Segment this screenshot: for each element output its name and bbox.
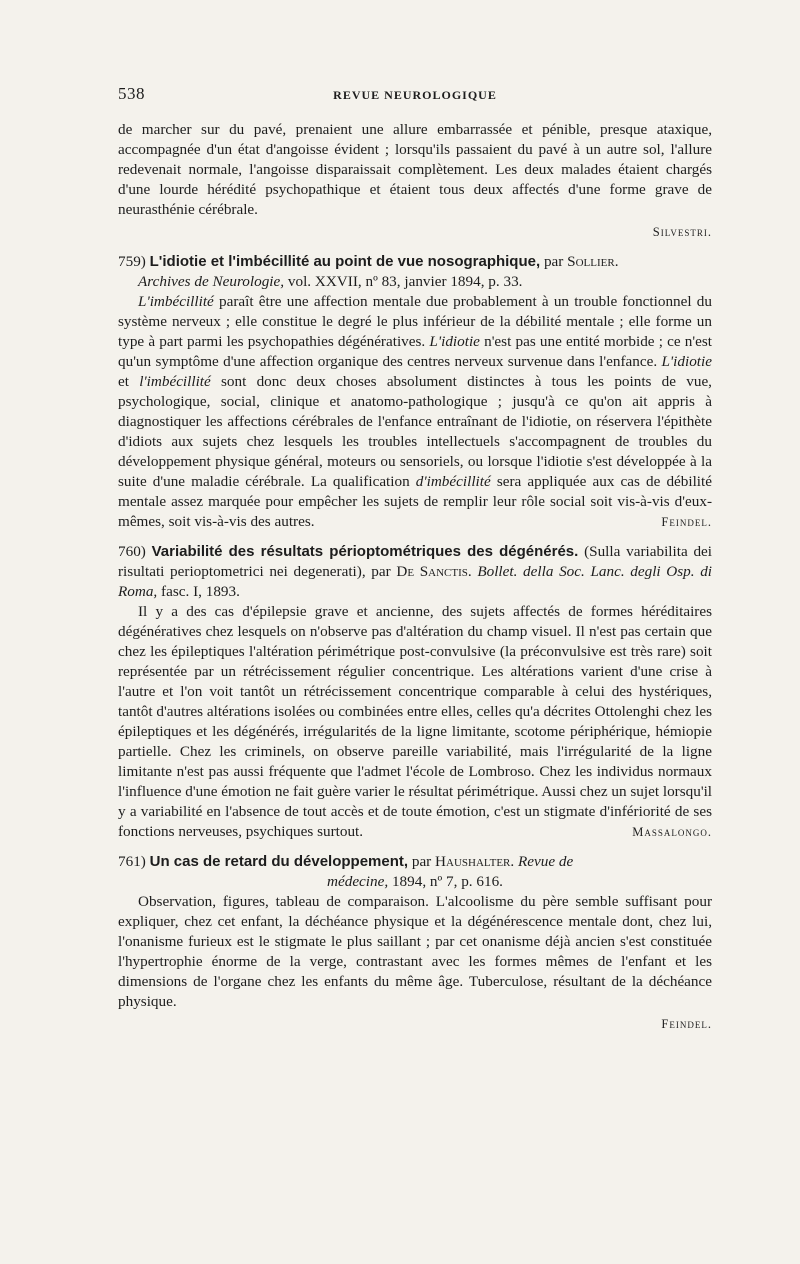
body-emphasis: l'imbécillité (139, 373, 211, 390)
body-text: sera appliquée aux cas de débilité mentale assez marquée pour empêcher les sujets de remplir leur rôle social soit vis-à-vis d'eux-mêmes, soit vis-à-vis des autres. (118, 473, 712, 530)
entry-number: 759) (118, 253, 146, 270)
signature-feindel: Feindel. (661, 515, 712, 529)
carryover-paragraph: de marcher sur du pavé, prenaient une allure embarrassée et pénible, presque ataxique, accompagnée d'un état d'angoisse évident ; lorsqu'ils passaient du pavé à un autre sol, l'allure redevenait normale, l'angoisse disparaissait complètement. Les deux malades étaient chargés d'une lourde hérédité psychopathique et étaient tous deux affectés d'une forme grave de neurasthénie cérébrale. (118, 121, 712, 218)
signature-feindel-2: Feindel. (661, 1017, 712, 1031)
body-emphasis: d'imbécillité (415, 473, 491, 490)
body-text: et (118, 373, 140, 390)
entry-number: 760) (118, 543, 146, 560)
entry-subtitle: (Sulla variabilita dei risultati perioptometrici nei degenerati), (118, 543, 713, 580)
body-emphasis: L'idiotie (429, 333, 480, 350)
entry-760 (118, 542, 712, 842)
body-text: n'est pas une entité morbide ; ce n'est qu'un symptôme d'une affection organique des centres nerveux survenue dans l'enfance. (118, 333, 712, 370)
body-text: Il y a des cas d'épilepsie grave et ancienne, des sujets affectés de formes héréditaires dégénératives chez lesquels on n'observe pas d'altération du champ visuel. Il n'est pas certain que chez les épileptiques l'altération périmétrique post-convulsive (la préconvulsive est très rare) soit représentée par un rétrécissement régulier concentrique. Les altérations varient d'une crise à l'autre et l'on voit tantôt un rétrécissement concentrique comparable à celui des hystériques, tantôt d'autres altérations isolées ou combinées entre elles, celles qu'a décrites Ottolenghi chez les épileptiques et les dégénérés, irrégularités de la ligne limitante, scotome périphérique, hémiopie partielle. Chez les criminels, on observe pareille variabilité, mais l'irrégularité de la ligne limitante n'est pas aussi fréquente que l'admet l'école de Lombroso. Chez les individus normaux l'influence d'une émotion ne fait guère varier le résultat périmétrique. Aussi chez un sujet lorsqu'il y a variabilité en l'absence de tout accès et de toute émotion, c'est un stigmate d'infériorité de ses fonctions nerveuses, psychiques surtout. (118, 603, 713, 840)
body-emphasis: L'imbécillité (138, 293, 214, 310)
entry-759-body (118, 292, 712, 532)
entry-760-heading (118, 542, 712, 602)
signature-silvestri: Silvestri. (652, 225, 712, 239)
running-head (118, 84, 712, 106)
source-journal: Bollet. della Soc. Lanc. degli Osp. di Roma, (118, 563, 713, 600)
entry-760-body (118, 602, 712, 842)
par-word: par (411, 853, 432, 870)
par-word: par (543, 253, 564, 270)
entry-title: Variabilité des résultats périoptométriques des dégénérés. (151, 543, 579, 560)
signature-massalongo: Massalongo. (632, 825, 712, 839)
entry-title: L'idiotie et l'imbécillité au point de vue nosographique, (149, 253, 541, 270)
entry-title: Un cas de retard du développement, (149, 853, 409, 870)
par-word: par (371, 563, 391, 580)
entry-761-body: Observation, figures, tableau de comparaison. L'alcoolisme du père semble suffisant pour expliquer, chez cet enfant, la déchéance physique et la dégénérescence mentale dont, chez lui, l'onanisme furieux est le stigmate le plus saillant ; par cet onanisme déjà ancien s'est constituée l'hypertrophie énorme de la verge, contrastant avec les formes mêmes de l'enfant et les dimensions de l'organe chez les enfants du même âge. Tuberculose, résultant de la déchéance physique. (118, 893, 712, 1010)
source-details: 1894, nº 7, p. 616. (391, 873, 503, 890)
entry-761 (118, 852, 712, 1034)
entry-author: Sollier. (567, 253, 619, 270)
page-content (118, 120, 712, 1034)
entry-author: De Sanctis. (396, 563, 472, 580)
body-emphasis: L'idiotie (661, 353, 712, 370)
entry-761-heading (118, 852, 712, 872)
entry-761-source (118, 872, 712, 892)
entry-759-heading (118, 252, 712, 272)
source-details: fasc. I, 1893. (161, 583, 240, 600)
source-details: vol. XXVII, nº 83, janvier 1894, p. 33. (287, 273, 523, 290)
entry-number: 761) (118, 853, 146, 870)
entry-759-source (118, 272, 712, 292)
entry-759 (118, 252, 712, 532)
body-text: sont donc deux choses absolument distinctes à tous les points de vue, psychologique, social, clinique et anatomo-pathologique ; jusqu'à ce qu'on ait appris à diagnostiquer les affections cérébrales de l'enfance entraînant de l'idiotie, on réservera l'épithète d'idiots aux sujets chez lesquels les troubles intellectuels s'accompagnent de troubles du développement physique général, moteurs ou sensoriels, ou lorsque l'idiotie s'est développée à la suite d'une maladie cérébrale. La qualification (118, 373, 712, 490)
source-journal-cont: médecine, (327, 873, 389, 890)
entry-author: Haushalter. (435, 853, 515, 870)
body-text: paraît être une affection mentale due probablement à un trouble fonctionnel du système nerveux ; elle constitue le degré le plus inférieur de la débilité mentale ; elle forme un type à part parmi les psychopathies dégénératives. (118, 293, 712, 350)
source-journal: Archives de Neurologie, (138, 273, 285, 290)
page-number: 538 (118, 84, 145, 103)
journal-title: REVUE NEUROLOGIQUE (333, 88, 497, 102)
source-journal: Revue de (518, 853, 574, 870)
